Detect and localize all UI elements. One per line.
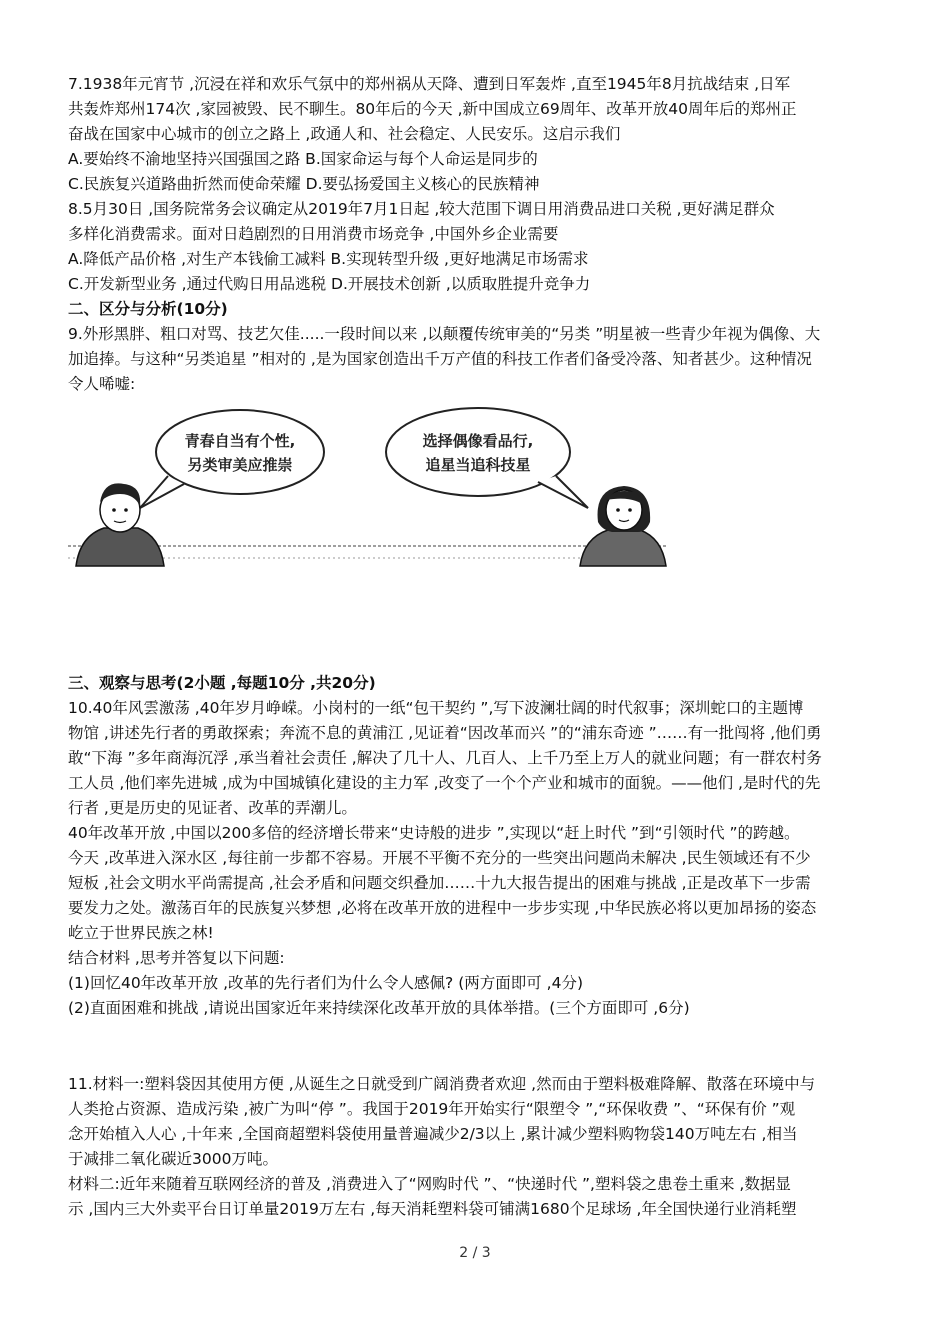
q10-para2-line1: 40年改革开放 ,中国以200多倍的经济增长带来“史诗般的进步 ”,实现以“赶上时代 ”到“引领时代 ”的跨越。 bbox=[68, 824, 800, 842]
q10-para1-line3: 敢“下海 ”多年商海沉浮 ,承当着社会责任 ,解决了几十人、几百人、上千乃至上万人的就业问题；有一群农村务 bbox=[68, 749, 822, 767]
speech-bubble-right bbox=[386, 408, 588, 508]
bubble-right-line1: 选择偶像看品行, bbox=[422, 432, 534, 450]
q10-para1-line1: 10.40年风雲激荡 ,40年岁月峥嵘。小岗村的一纸“包干契约 ”,写下波澜壮阔的时代叙事；深圳蛇口的主题博 bbox=[68, 699, 804, 717]
q10-para2-line5: 屹立于世界民族之林! bbox=[68, 924, 214, 942]
q10-para2-line3: 短板 ,社会文明水平尚需提高 ,社会矛盾和问题交织叠加……十九大报告提出的困难与挑战 ,正是改革下一步需 bbox=[68, 874, 811, 892]
q9-stem-line1: 9.外形黑胖、粗口对骂、技艺欠佳.....一段时间以来 ,以颠覆传统审美的“另类 ”明星被一些青少年视为偶像、大 bbox=[68, 325, 821, 343]
q10-subquestion-2: (2)直面困难和挑战 ,请说出国家近年来持续深化改革开放的具体举措。(三个方面即可 ,6分) bbox=[68, 999, 690, 1017]
section3-title: 三、观察与思考(2小题 ,每题10分 ,共20分) bbox=[68, 674, 376, 692]
q11-material1-line3: 念开始植入人心 ,十年来 ,全国商超塑料袋使用量普遍减少2/3以上 ,累计减少塑料购物袋140万吨左右 ,相当 bbox=[68, 1125, 798, 1143]
q9-stem-line2: 加追捧。与这种“另类追星 ”相对的 ,是为国家创造出千万产值的科技工作者们备受冷落、知者甚少。这种情况 bbox=[68, 350, 812, 368]
q9-illustration bbox=[68, 396, 668, 572]
q9-stem-line3: 令人唏嘘: bbox=[68, 375, 136, 393]
q10-prompt: 结合材料 ,思考并答复以下问题: bbox=[68, 949, 285, 967]
q8-options-cd: C.开发新型业务 ,通过代购日用品逃税 D.开展技术创新 ,以质取胜提升竞争力 bbox=[68, 275, 591, 293]
q11-material1-line2: 人类抢占资源、造成污染 ,被广为叫“停 ”。我国于2019年开始实行“限塑令 ”,“环保收费 ”、“环保有价 ”观 bbox=[68, 1100, 796, 1118]
girl-figure bbox=[580, 486, 666, 566]
page-number: 2 / 3 bbox=[459, 1245, 491, 1261]
q7-options-ab: A.要始终不渝地坚持兴国强国之路 B.国家命运与每个人命运是同步的 bbox=[68, 150, 538, 168]
q7-stem-line2: 共轰炸郑州174次 ,家园被毁、民不聊生。80年后的今天 ,新中国成立69周年、改革开放40周年后的郑州正 bbox=[68, 100, 797, 118]
q10-para1-line5: 行者 ,更是历史的见证者、改革的弄潮儿。 bbox=[68, 799, 357, 817]
q11-material1-line1: 11.材料一:塑料袋因其使用方便 ,从诞生之日就受到广阔消费者欢迎 ,然而由于塑料极难降解、散落在环境中与 bbox=[68, 1075, 816, 1093]
q10-para2-line4: 要发力之处。激荡百年的民族复兴梦想 ,必将在改革开放的进程中一步步实现 ,中华民族必将以更加昂扬的姿态 bbox=[68, 899, 817, 917]
q7-stem-line1: 7.1938年元宵节 ,沉浸在祥和欢乐气氛中的郑州祸从天降、遭到日军轰炸 ,直至1945年8月抗战结束 ,日军 bbox=[68, 75, 791, 93]
q10-subquestion-1: (1)回忆40年改革开放 ,改革的先行者们为什么令人感佩? (两方面即可 ,4分) bbox=[68, 974, 583, 992]
q11-material2-line1: 材料二:近年来随着互联网经济的普及 ,消费进入了“网购时代 ”、“快递时代 ”,塑料袋之患卷土重来 ,数据显 bbox=[68, 1175, 791, 1193]
q11-material2-line2: 示 ,国内三大外卖平台日订单量2019万左右 ,每天消耗塑料袋可铺满1680个足球场 ,年全国快递行业消耗塑 bbox=[68, 1200, 797, 1218]
q8-stem-line1: 8.5月30日 ,国务院常务会议确定从2019年7月1日起 ,较大范围下调日用消费品进口关税 ,更好满足群众 bbox=[68, 200, 775, 218]
q7-stem-line3: 奋战在国家中心城市的创立之路上 ,政通人和、社会稳定、人民安乐。这启示我们 bbox=[68, 125, 621, 143]
bubble-left-line2: 另类审美应推崇 bbox=[187, 456, 293, 474]
bubble-right-line2: 追星当追科技星 bbox=[425, 456, 531, 474]
q8-options-ab: A.降低产品价格 ,对生产本钱偷工减料 B.实现转型升级 ,更好地满足市场需求 bbox=[68, 250, 589, 268]
section2-title: 二、区分与分析(10分) bbox=[68, 300, 228, 318]
bubble-left-line1: 青春自当有个性, bbox=[184, 432, 296, 450]
q7-options-cd: C.民族复兴道路曲折然而使命荣耀 D.要弘扬爱国主义核心的民族精神 bbox=[68, 175, 540, 193]
speech-bubble-left bbox=[140, 410, 324, 508]
q10-para2-line2: 今天 ,改革进入深水区 ,每往前一步都不容易。开展不平衡不充分的一些突出问题尚未解决 ,民生领域还有不少 bbox=[68, 849, 811, 867]
q10-para1-line4: 工人员 ,他们率先进城 ,成为中国城镇化建设的主力军 ,改变了一个个产业和城市的面貌。——他们 ,是时代的先 bbox=[68, 774, 821, 792]
q8-stem-line2: 多样化消费需求。面对日趋剧烈的日用消费市场竞争 ,中国外乡企业需要 bbox=[68, 225, 559, 243]
q11-material1-line4: 于减排二氧化碳近3000万吨。 bbox=[68, 1150, 278, 1168]
q10-para1-line2: 物馆 ,讲述先行者的勇敢探索；奔流不息的黄浦江 ,见证着“因改革而兴 ”的“浦东奇迹 ”……有一批闯将 ,他们勇 bbox=[68, 724, 822, 742]
